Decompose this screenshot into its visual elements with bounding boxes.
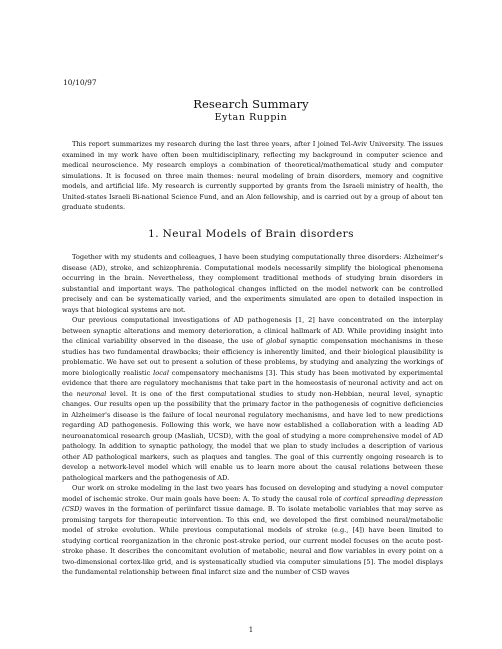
paragraph-1: Together with my students and colleagues, I have been studying computationally three disorders: Alzheimer's disease (AD), stroke, and schizophrenia. Computational models necessarily simplify the biological phenomena occurring in the brain. Nevertheless, they complement traditional methods of studying brain disorders in substantial and important ways. The pathological changes inflicted on the model network can be controlled precisely and can be systematically varied, and the experiments simulated are open to detailed inspection in ways that biological systems are not. [62, 253, 443, 314]
section-heading: 1. Neural Models of Brain disorders [148, 228, 354, 240]
paragraph-3 [62, 483, 443, 578]
paragraph-2-emphasis-local: local [153, 368, 169, 377]
paragraph-2-text-a: Our previous computational investigations of AD pathogenesis [1, 2] have concentrated on the interplay between synaptic alterations and memory deterioration, a clinical hallmark of AD. While providing insight into the clinical variability observed in the disease, the use of [62, 316, 443, 345]
paragraph-3-text-b: waves in the formation of periinfarct tissue damage. B. To isolate metabolic variables that may serve as promising targets for therapeutic intervention. To this end, we developed the first combined neural/metabolic model of stroke evolution. While previous computational models of stroke (e.g., [4]) have been limited to studying cortical reorganization in the chronic post-stroke period, our current model focuses on the acute post-stroke phase. It describes the concomitant evolution of metabolic, neural and flow variables in every point on a two-dimensional cortex-like grid, and is systematically studied via computer simulations [5]. The model displays the fundamental relationship between final infarct size and the number of CSD waves [62, 505, 443, 576]
section-body [62, 252, 443, 578]
abstract-paragraph: This report summarizes my research during the last three years, after I joined Tel-Aviv University. The issues examined in my work have often been multidisciplinary, reflecting my background in computer science and medical neuroscience. My research employs a combination of theoretical/mathematical study and computer simulations. It is focused on three main themes: neural modeling of brain disorders, memory and cognitive models, and artificial life. My research is currently supported by grants from the Israeli ministry of health, the United-states Israeli Bi-national Science Fund, and an Alon fellowship, and is carried out by a group of about ten graduate students. [62, 140, 443, 211]
paragraph-2-text-d: level. It is one of the first computational studies to study non-Hebbian, neural level, synaptic changes. Our results open up the possibility that the primary factor in the pathogenesis of cognitive deficiencies in Alzheimer's disease is the failure of local neuronal regulatory mechanisms, and have led to new predictions regarding AD pathogenesis. Following this work, we have now established a collaboration with a leading AD neuroanatomical research group (Masliah, UCSD), with the goal of studying a more comprehensive model of AD pathology. In addition to synaptic pathology, the model that we plan to study includes a description of various other AD pathological markers, such as plaques and tangles. The goal of this currently ongoing research is to develop a network-level model which will enable us to learn more about the causal relations between these pathological markers and the pathogenesis of AD. [62, 389, 443, 482]
page-number: 1 [248, 626, 254, 634]
paragraph-2-text-c: compensatory mechanisms [3]. This study has been motivated by experimental evidence that there are regulatory mechanisms that take part in the homeostasis of neuronal activity and act on the [62, 368, 443, 398]
paragraph-2-emphasis-neuronal: neuronal [76, 389, 107, 398]
paragraph-2-emphasis-global: global [266, 337, 287, 345]
document-date: 10/10/97 [63, 78, 97, 87]
paragraph-2-text-b: synaptic compensation mechanisms in these studies has two fundamental drawbacks; their efficiency is inherently limited, and their biological plausibility is problematic. We have set out to present a solution of these problems, by studying and analyzing the workings of more biologically realistic [62, 337, 443, 377]
paragraph-2 [62, 315, 443, 483]
paragraph-3-text-a: Our work on stroke modeling in the last two years has focused on developing and studying a novel computer model of ischemic stroke. Our main goals have been: A. To study the causal role of [62, 484, 443, 503]
document-title: Research Summary [193, 97, 309, 111]
paragraph-3-emphasis-csd: cortical spreading depression (CSD) [62, 494, 443, 513]
document-author: Eytan Ruppin [214, 112, 288, 123]
abstract [62, 139, 443, 213]
